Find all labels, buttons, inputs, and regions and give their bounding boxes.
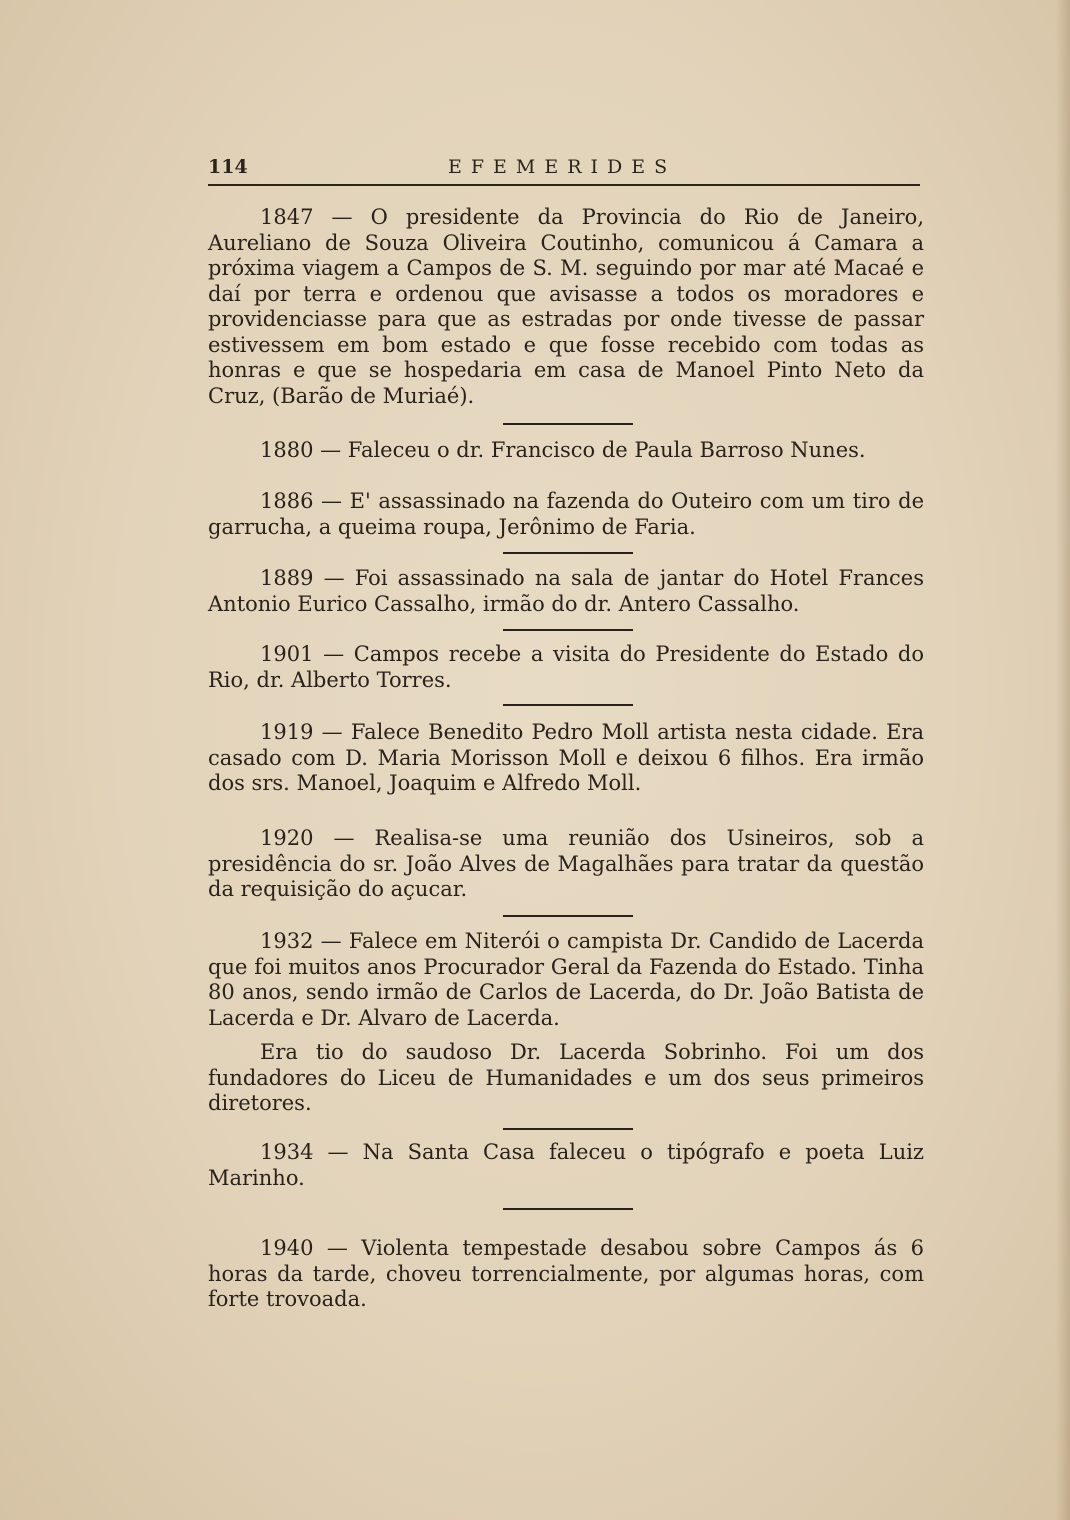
entry-1919: 1919 — Falece Benedito Pedro Moll artista nesta cidade. Era casado com D. Maria Morisson Moll e deixou 6 filhos. Era irmão dos srs. Manoel, Joaquim e Alfredo Moll. xyxy=(208,720,924,795)
entry-1920: 1920 — Realisa-se uma reunião dos Usineiros, sob a presidência do sr. João Alves de Magalhães para tratar da questão da requisição do açucar. xyxy=(208,826,924,901)
page-number: 114 xyxy=(208,156,248,178)
separator-rule xyxy=(503,915,633,917)
entry-1932-continued: Era tio do saudoso Dr. Lacerda Sobrinho. Foi um dos fundadores do Liceu de Humanidades e um dos seus primeiros diretores. xyxy=(208,1040,924,1115)
entry-1847: 1847 — O presidente da Provincia do Rio de Janeiro, Aureliano de Souza Oliveira Coutinho, comunicou á Camara a próxima viagem a Campos de S. M. seguindo por mar até Macaé e daí por terra e ordenou que avisasse a todos os moradores e providenciasse para que as estradas por onde tivesse de passar estivessem em bom estado e que fosse recebido com todas as honras e que se hospedaria em casa de Manoel Pinto Neto da Cruz, (Barão de Muriaé). xyxy=(208,205,924,408)
separator-rule xyxy=(503,1128,633,1130)
separator-rule xyxy=(503,704,633,706)
entry-1901: 1901 — Campos recebe a visita do Presidente do Estado do Rio, dr. Alberto Torres. xyxy=(208,642,924,692)
entry-1889: 1889 — Foi assassinado na sala de jantar do Hotel Frances Antonio Eurico Cassalho, irmão do dr. Antero Cassalho. xyxy=(208,566,924,616)
entry-1932: 1932 — Falece em Niterói o campista Dr. Candido de Lacerda que foi muitos anos Procurador Geral da Fazenda do Estado. Tinha 80 anos, sendo irmão de Carlos de Lacerda, do Dr. João Batista de Lacerda e Dr. Alvaro de Lacerda. xyxy=(208,929,924,1030)
running-head xyxy=(208,152,920,186)
separator-rule xyxy=(503,1208,633,1210)
page-edge-shadow xyxy=(1056,0,1070,1520)
entry-1934: 1934 — Na Santa Casa faleceu o tipógrafo e poeta Luiz Marinho. xyxy=(208,1140,924,1190)
entry-1880: 1880 — Faleceu o dr. Francisco de Paula Barroso Nunes. xyxy=(260,438,866,462)
entry-1886: 1886 — E' assassinado na fazenda do Outeiro com um tiro de garrucha, a queima roupa, Jerônimo de Faria. xyxy=(208,489,924,539)
entry-1940: 1940 — Violenta tempestade desabou sobre Campos ás 6 horas da tarde, choveu torrencialmente, por algumas horas, com forte trovoada. xyxy=(208,1236,924,1311)
separator-rule xyxy=(503,552,633,554)
separator-rule xyxy=(503,629,633,631)
book-title: EFEMERIDES xyxy=(448,156,677,178)
separator-rule xyxy=(503,423,633,425)
